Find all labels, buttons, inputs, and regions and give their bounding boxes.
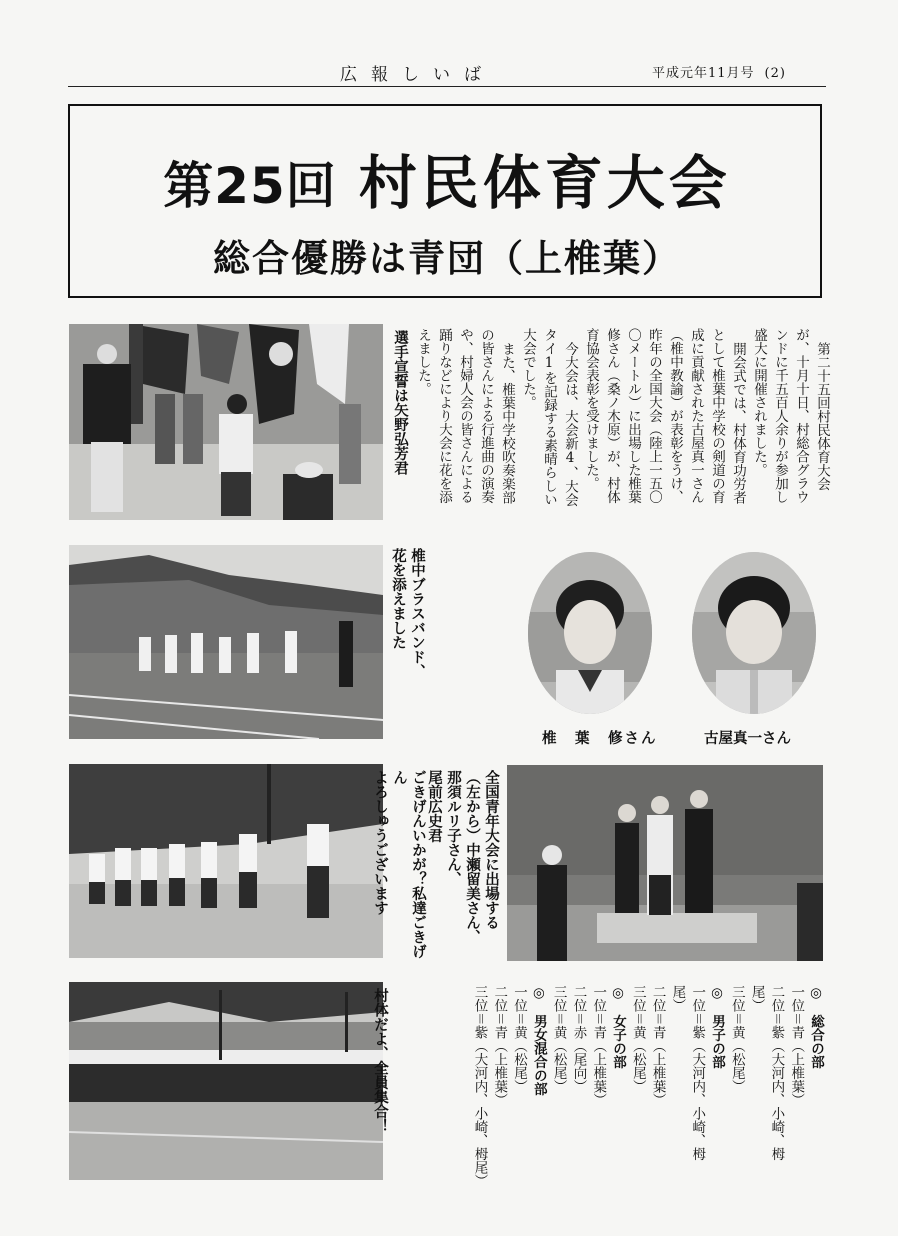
masthead: 広報しいば (340, 65, 495, 85)
caption-opening-oath: 選手宣誓は矢野弘芳君 (392, 330, 408, 475)
article-paragraph: 開会式では、村体育功労者として椎葉中学校の剣道の育成に貢献された古屋真一さん（椎中教諭）が表彰をうけ、昨年の全国大会（陸上一五〇〇メートル）に出場した椎葉修さん（桑ノ木原）が、村体育協会表彰を受けました。 (583, 328, 746, 504)
results-row: 二位＝青（上椎葉） (491, 985, 508, 1107)
caption-dance (370, 770, 427, 970)
results-row: 三位＝黄（松尾） (728, 985, 745, 1093)
portrait-name: 椎 葉 修さん (542, 731, 658, 747)
results-row: 一位＝青（上椎葉） (590, 985, 607, 1107)
caption-line: よろしゅうございます (372, 770, 388, 915)
header-rule (68, 86, 826, 87)
results-row: 一位＝青（上椎葉） (788, 985, 805, 1107)
results-row: 三位＝紫（大河内、小崎、栂尾） (471, 985, 488, 1188)
issue-info (652, 62, 786, 81)
caption-assembly: 村体だよ、全員集合！ (372, 988, 388, 1133)
article-paragraph: また、椎葉中学校吹奏楽部の皆さんによる行進曲の演奏や、村婦人会の皆さんによる踊りなどにより大会に花を添えました。 (415, 328, 515, 504)
results-row: 二位＝赤（尾向） (570, 985, 587, 1093)
page-subtitle: 総合優勝は青団（上椎葉） (213, 237, 681, 280)
article-body (415, 328, 832, 508)
results-heading: ◎ 男女混合の部 (530, 985, 547, 1096)
results-row: 三位＝黄（松尾） (629, 985, 646, 1093)
title-box (68, 104, 822, 298)
caption-line: （左から）中瀬留美さん、 (464, 770, 480, 944)
issue-date: 平成元年11月号 (652, 66, 755, 81)
article-paragraph: 今大会は、大会新4、大会タイ1を記録する素晴らしい大会でした。 (520, 328, 578, 506)
caption-line: 那須ルリ子さん、 (445, 770, 461, 886)
results-heading: ◎ 男子の部 (709, 985, 726, 1069)
caption-line: 椎中ブラスバンド、 (409, 548, 425, 679)
results-row: 二位＝紫（大河内、小崎、栂尾） (748, 985, 785, 1161)
portrait-shiiba-osamu (528, 552, 652, 714)
caption-line: 全国青年大会に出場する (483, 770, 499, 930)
photo-opening-oath (69, 324, 383, 520)
caption-brass-band (388, 548, 426, 748)
photo-youth-athletes (507, 765, 823, 961)
results-row: 一位＝黄（松尾） (511, 985, 528, 1093)
portrait-furuya-shinichi (692, 552, 816, 714)
article-paragraph: 第二十五回村民体育大会が、十月十日、村総合グラウンドに千五百人余りが参加し盛大に開催されました。 (751, 328, 830, 504)
photo-brass-band (69, 545, 383, 739)
photo-assembly (69, 982, 383, 1180)
caption-line: 花を添えました (390, 548, 406, 650)
page-number: (2) (764, 66, 786, 81)
results-heading: ◎ 女子の部 (610, 985, 627, 1069)
photo-dance (69, 764, 383, 958)
results-row: 一位＝紫（大河内、小崎、栂尾） (669, 985, 706, 1161)
results-list (471, 985, 825, 1188)
caption-line: ごきげんいかが？私達ごきげん (391, 770, 426, 959)
page-title (70, 136, 824, 220)
results-row: 三位＝黄（松尾） (550, 985, 567, 1093)
portrait-name: 古屋真一さん (704, 731, 791, 747)
caption-youth-athletes (420, 770, 500, 970)
results-heading: ◎ 総合の部 (808, 985, 824, 1069)
event-ordinal: 第25回 (163, 157, 337, 215)
results-row: 二位＝青（上椎葉） (649, 985, 666, 1107)
event-name: 村民体育大会 (358, 149, 731, 217)
caption-line: 尾前広史君 (426, 770, 442, 843)
